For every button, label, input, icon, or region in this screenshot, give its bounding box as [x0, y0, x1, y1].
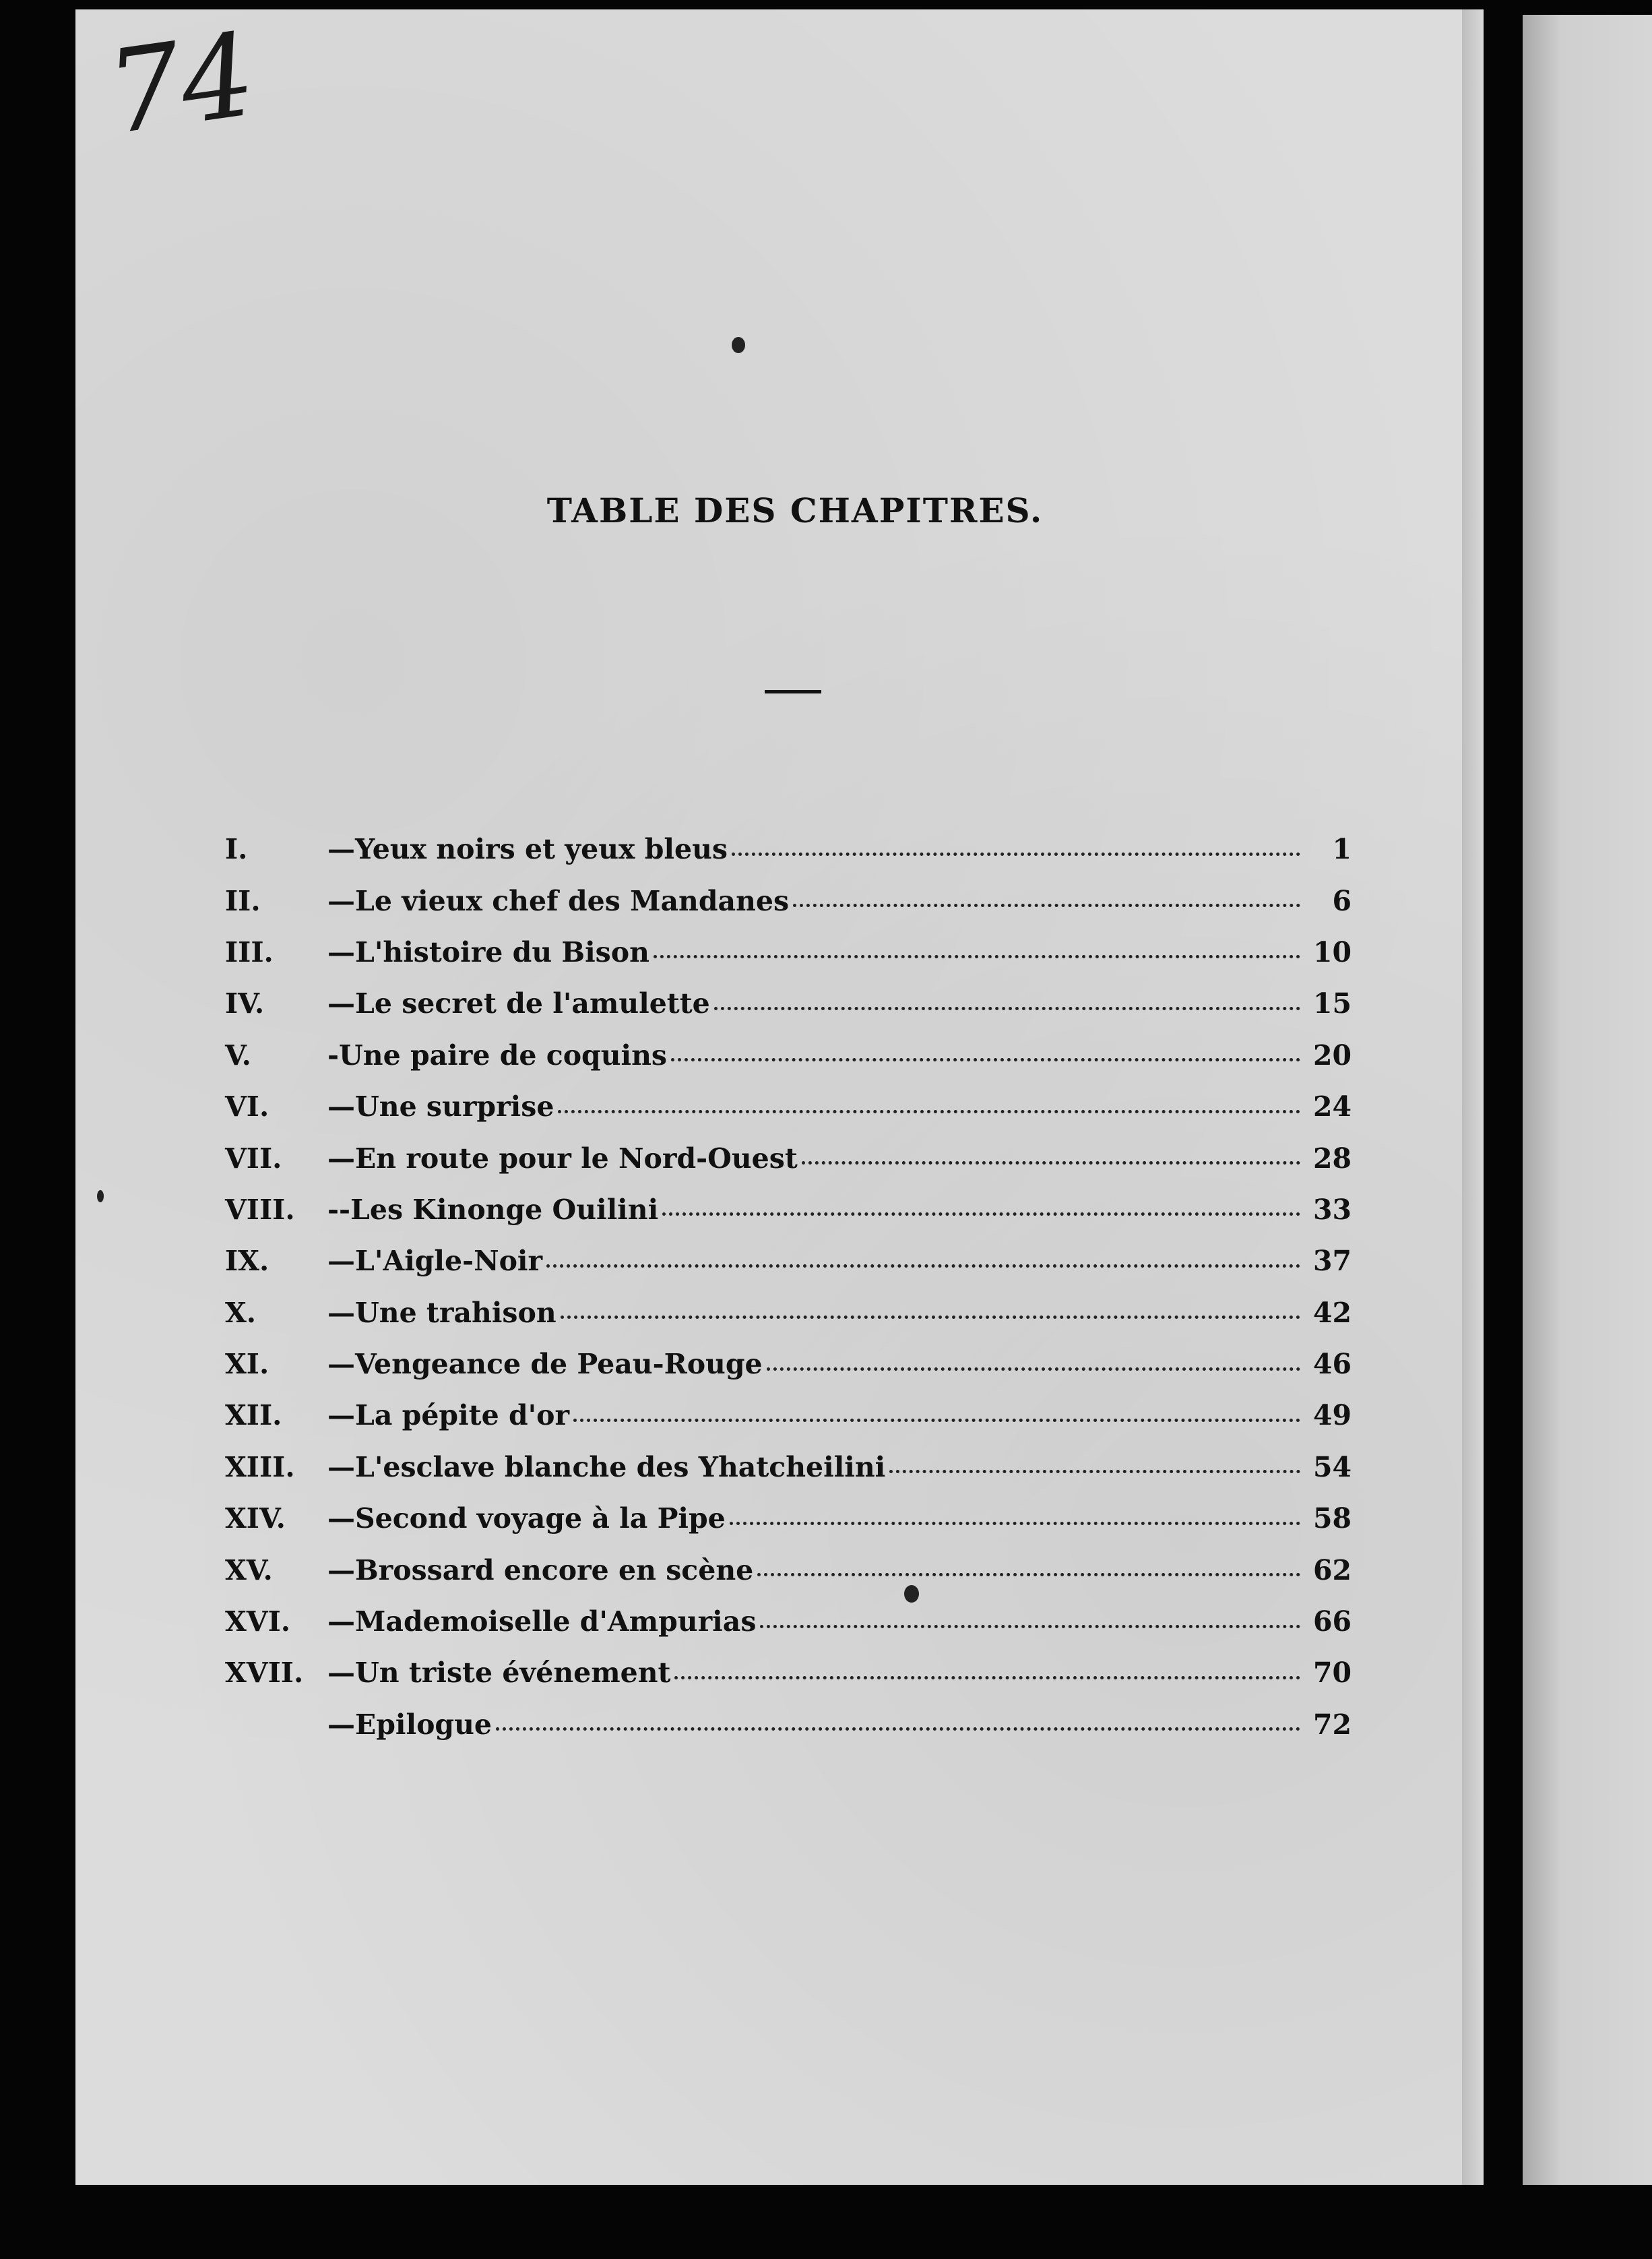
- page-number: 28: [1312, 1142, 1352, 1175]
- toc-entry[interactable]: [225, 1699, 1352, 1750]
- chapter-title: —Le secret de l'amulette: [327, 987, 710, 1020]
- chapter-title: —Second voyage à la Pipe: [327, 1502, 726, 1535]
- chapter-number: XIII.: [225, 1450, 295, 1483]
- chapter-title: —L'Aigle-Noir: [327, 1245, 543, 1278]
- chapter-number: I.: [225, 833, 248, 866]
- chapter-number: XII.: [225, 1399, 282, 1432]
- toc-entry[interactable]: [225, 1184, 1352, 1235]
- page-number: 54: [1312, 1450, 1352, 1483]
- toc-entry[interactable]: [225, 875, 1352, 926]
- toc-entry[interactable]: [225, 1442, 1352, 1493]
- dot-leader: [714, 1007, 1300, 1010]
- ink-speck: [97, 1190, 104, 1202]
- dot-leader: [573, 1419, 1300, 1422]
- chapter-title: —L'histoire du Bison: [327, 935, 649, 968]
- chapter-title: —Un triste événement: [327, 1657, 671, 1690]
- page-number: 6: [1332, 884, 1352, 917]
- page-number: 33: [1312, 1193, 1352, 1226]
- dot-leader: [546, 1264, 1300, 1268]
- page-number: 62: [1312, 1553, 1352, 1586]
- title-divider: [765, 690, 821, 693]
- facing-page-edge: [1523, 15, 1652, 2185]
- chapter-number: VIII.: [225, 1193, 295, 1226]
- chapter-title: —Yeux noirs et yeux bleus: [327, 833, 728, 866]
- chapter-title: —L'esclave blanche des Yhatcheilini: [327, 1450, 886, 1483]
- dot-leader: [730, 1522, 1300, 1525]
- page-number: 58: [1312, 1502, 1352, 1535]
- page-number: 72: [1312, 1708, 1352, 1741]
- chapter-number: VII.: [225, 1142, 282, 1175]
- dot-leader: [558, 1110, 1300, 1113]
- chapter-number: XIV.: [225, 1502, 286, 1535]
- dot-leader: [662, 1212, 1300, 1216]
- page-number: 20: [1312, 1039, 1352, 1072]
- chapter-title: —La pépite d'or: [327, 1399, 570, 1432]
- page-number: 42: [1312, 1296, 1352, 1329]
- chapter-number: IV.: [225, 987, 265, 1020]
- toc-entry[interactable]: [225, 978, 1352, 1029]
- chapter-number: XVII.: [225, 1657, 304, 1690]
- chapter-title: --Les Kinonge Ouilini: [327, 1193, 659, 1226]
- chapter-title: -Une paire de coquins: [327, 1039, 667, 1072]
- dot-leader: [674, 1676, 1300, 1679]
- binding-gutter: [1484, 0, 1523, 2259]
- dot-leader: [561, 1316, 1300, 1319]
- chapter-number: II.: [225, 884, 261, 917]
- dot-leader: [760, 1625, 1300, 1628]
- dot-leader: [671, 1058, 1300, 1061]
- dot-leader: [889, 1470, 1300, 1473]
- chapter-title: —En route pour le Nord-Ouest: [327, 1142, 798, 1175]
- page-number: 46: [1312, 1348, 1352, 1381]
- page-number: 24: [1312, 1090, 1352, 1123]
- chapter-number: IX.: [225, 1245, 269, 1278]
- toc-entry[interactable]: [225, 1235, 1352, 1287]
- dot-leader: [767, 1367, 1300, 1371]
- chapter-number: VI.: [225, 1090, 269, 1123]
- chapter-number: V.: [225, 1039, 251, 1072]
- toc-entry[interactable]: [225, 1647, 1352, 1698]
- chapter-title: —Brossard encore en scène: [327, 1553, 754, 1586]
- toc-entry[interactable]: [225, 1338, 1352, 1390]
- page-title: TABLE DES CHAPITRES.: [546, 491, 1044, 530]
- page-number: 1: [1332, 833, 1352, 866]
- page-number: 49: [1312, 1399, 1352, 1432]
- dot-leader: [496, 1727, 1300, 1731]
- toc-entry[interactable]: [225, 1493, 1352, 1544]
- chapter-number: III.: [225, 935, 274, 968]
- chapter-number: X.: [225, 1296, 257, 1329]
- handwritten-page-number: 74: [100, 8, 263, 161]
- toc-entry[interactable]: [225, 1596, 1352, 1647]
- dot-leader: [654, 955, 1300, 958]
- toc-entry[interactable]: [225, 1081, 1352, 1132]
- page-spine-edge: [1462, 9, 1484, 2185]
- dot-leader: [757, 1573, 1300, 1576]
- dot-leader: [793, 904, 1300, 907]
- page-number: 66: [1312, 1605, 1352, 1638]
- toc-entry[interactable]: [225, 927, 1352, 978]
- dot-leader: [802, 1161, 1300, 1165]
- toc-entry[interactable]: [225, 1544, 1352, 1595]
- table-of-contents: [225, 824, 1352, 1750]
- page-number: 15: [1312, 987, 1352, 1020]
- chapter-number: XVI.: [225, 1605, 291, 1638]
- chapter-number: XV.: [225, 1553, 273, 1586]
- toc-entry[interactable]: [225, 1390, 1352, 1441]
- toc-entry[interactable]: [225, 824, 1352, 875]
- chapter-title: —Une surprise: [327, 1090, 554, 1123]
- page-number: 70: [1312, 1657, 1352, 1690]
- ink-speck: [732, 337, 745, 353]
- toc-entry[interactable]: [225, 1132, 1352, 1183]
- chapter-title: —Epilogue: [327, 1708, 492, 1741]
- chapter-title: —Une trahison: [327, 1296, 557, 1329]
- page-number: 10: [1312, 935, 1352, 968]
- chapter-title: —Mademoiselle d'Ampurias: [327, 1605, 757, 1638]
- chapter-number: XI.: [225, 1348, 269, 1381]
- dot-leader: [732, 853, 1300, 856]
- chapter-title: —Le vieux chef des Mandanes: [327, 884, 790, 917]
- toc-entry[interactable]: [225, 1287, 1352, 1338]
- toc-entry[interactable]: [225, 1030, 1352, 1081]
- chapter-title: —Vengeance de Peau-Rouge: [327, 1348, 763, 1381]
- page-number: 37: [1312, 1245, 1352, 1278]
